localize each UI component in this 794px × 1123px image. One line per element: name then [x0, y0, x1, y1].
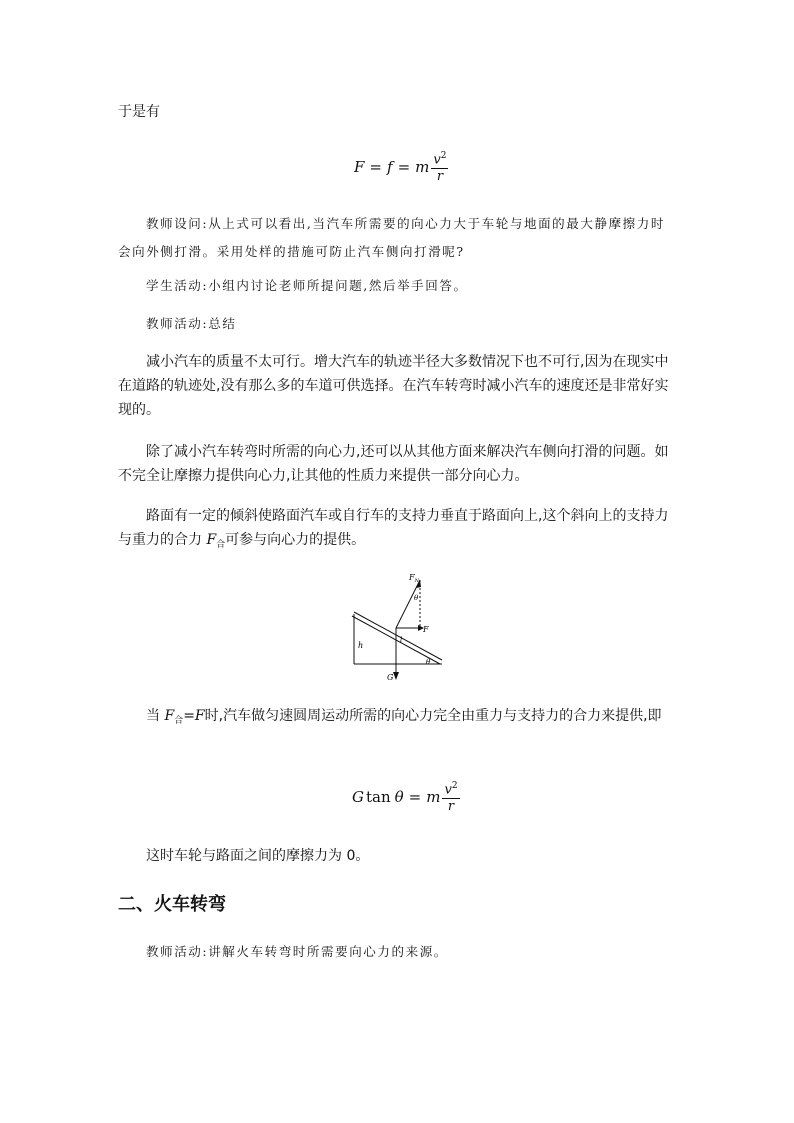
label-g: G [387, 673, 394, 682]
banked-road-diagram [344, 568, 450, 684]
label-fn: $F_N$ [409, 573, 419, 584]
label-theta-bottom: θ [426, 658, 431, 666]
teacher-question: 教师设问:从上式可以看出,当汽车所需要的向心力大于车轮与地面的最大静摩擦力时 会向外侧打滑。采用处样的措施可防止汽车侧向打滑呢? [118, 216, 665, 259]
teacher-answer: 教师活动:总结 [146, 316, 237, 331]
paragraph-4: 当 $F_合=F$时,汽车做匀速圆周运动所需的向心力完全由重力与支持力的合力来提供,即 [146, 708, 662, 726]
label-theta-top: θ [414, 594, 419, 602]
section-heading: 二、火车转弯 [118, 894, 226, 915]
teacher-final-activity: 教师活动:讲解火车转弯时所需要向心力的来源。 [146, 944, 448, 959]
formula-friction: F = f = m $\frac{v^2}{r}$ [354, 148, 448, 185]
paragraph-1: 减小汽车的质量不太可行。增大汽车的轨迹半径大多数情况下也不可行,因为在现实中在道路的轨迹处,没有那么多的车道可供选择。在汽车转弯时减小汽车的速度还是非常好实现的。 [118, 354, 669, 418]
label-l: l [400, 636, 403, 644]
intro-text: 于是有 [118, 104, 160, 120]
label-f: F [423, 625, 429, 634]
paragraph-3: 路面有一定的倾斜使路面汽车或自行车的支持力垂直于路面向上,这个斜向上的支持力与重力的合力 $F_合$可参与向心力的提供。 [118, 508, 669, 550]
label-h: h [358, 641, 364, 650]
fraction: $\frac{v^2}{r}$ [433, 151, 447, 185]
fraction: $\frac{v^2}{r}$ [444, 781, 458, 815]
formula-banked: G tan θ = m $\frac{v^2}{r}$ [352, 778, 460, 815]
paragraph-5: 这时车轮与路面之间的摩擦力为 0。 [146, 848, 370, 864]
paragraph-2: 除了减小汽车转弯时所需的向心力,还可以从其他方面来解决汽车侧向打滑的问题。如不完全让摩擦力提供向心力,让其他的性质力来提供一部分向心力。 [118, 444, 669, 484]
student-activity: 学生活动:小组内讨论老师所提问题,然后举手回答。 [146, 278, 468, 293]
